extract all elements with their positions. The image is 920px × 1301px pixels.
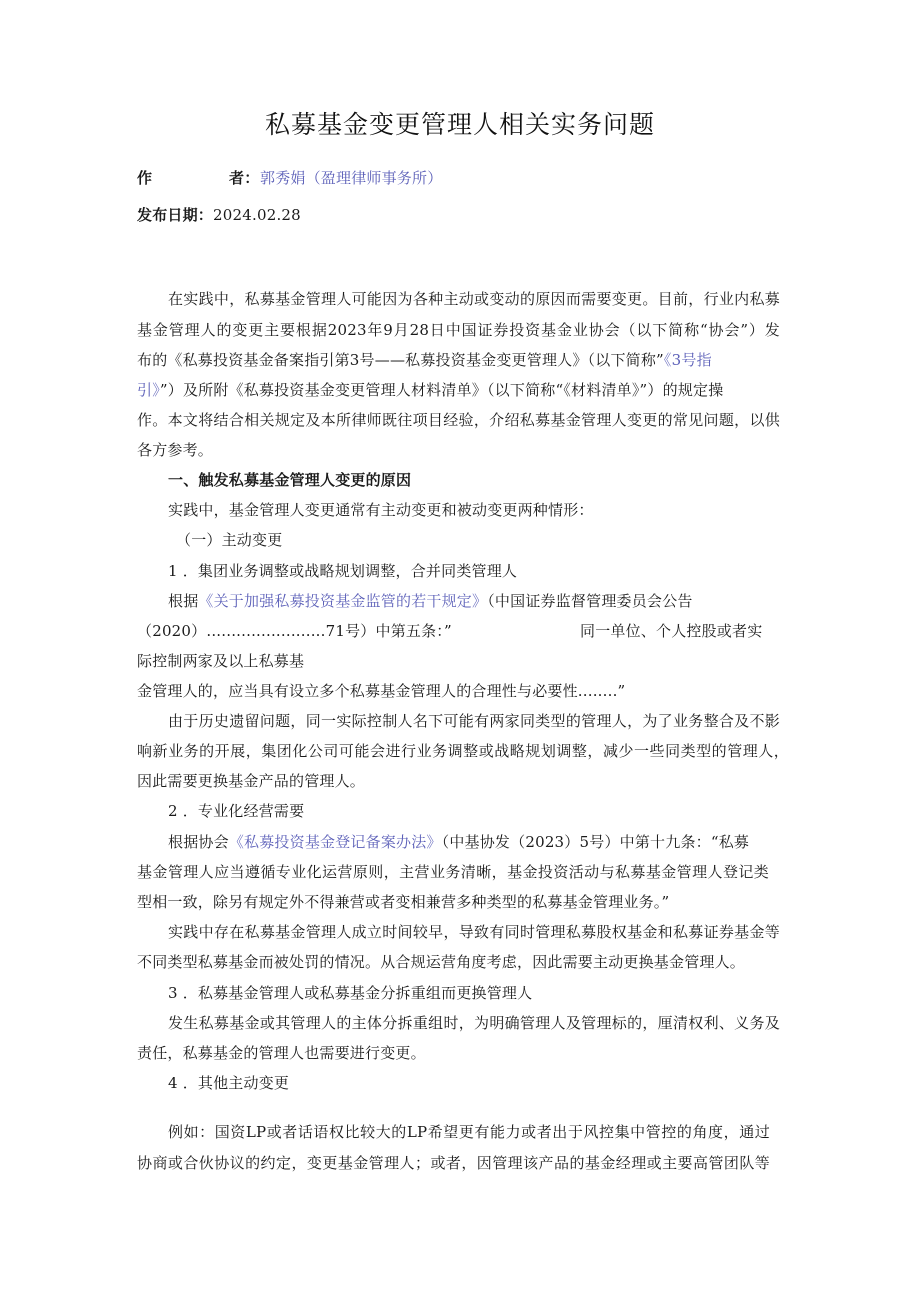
section-1-heading: 一、触发私募基金管理人变更的原因 (168, 471, 412, 489)
intro-line-3-text: 布的《私募投资基金备案指引第3号——私募投资基金变更管理人》（以下简称” (137, 351, 664, 369)
item-3-para-line-2: 责任，私募基金的管理人也需要进行变更。 (137, 1044, 426, 1062)
item-4-title: 4 ．其他主动变更 (168, 1074, 290, 1092)
page-title: 私募基金变更管理人相关实务问题 (264, 110, 655, 139)
item-1-para-line-3: 际控制两家及以上私募基 (137, 652, 305, 670)
item-1-para-line-1 (168, 591, 693, 611)
item-1-para-line-2-tail: 同一单位、个人控股或者实 (580, 622, 763, 640)
author-label-tail: 者： (229, 169, 260, 187)
date-value: 2024.02.28 (213, 206, 301, 224)
author-value[interactable]: 郭秀娟（盈理律师事务所） (260, 169, 443, 187)
item-2-explain-line-2: 不同类型私募基金而被处罚的情况。从合规运营角度考虑，因此需要主动更换基金管理人。 (137, 953, 746, 971)
publish-date (137, 205, 301, 225)
item-1-explain-line-3: 因此需要更换基金产品的管理人。 (137, 772, 366, 790)
subsection-active-change: （一）主动变更 (176, 531, 283, 549)
intro-line-4-text: ”）及所附《私募投资基金变更管理人材料清单》（以下简称“《材料清单》”）的规定操 (159, 381, 724, 399)
item-2-title: 2 ．专业化经营需要 (168, 802, 305, 820)
registration-measures-link[interactable]: 《私募投资基金登记备案办法》 (228, 833, 442, 851)
item-2-text-b: （中基协发（2023）5号）中第十九条：“私募 (441, 833, 750, 851)
intro-line-4 (137, 380, 723, 400)
item-2-para-line-3: 型相一致，除另有规定外不得兼营或者变相兼营多种类型的私募基金管理业务。” (137, 893, 670, 911)
guideline-3-link[interactable]: 《3号指 (663, 351, 712, 369)
item-1-text-a: 根据 (168, 592, 199, 610)
item-3-para-line-1: 发生私募基金或其管理人的主体分拆重组时，为明确管理人及管理标的，厘清权利、义务及 (168, 1014, 780, 1032)
intro-line-6: 各方参考。 (137, 441, 214, 459)
item-1-para-line-4: 金管理人的，应当具有设立多个私募基金管理人的合理性与必要性........” (137, 682, 626, 700)
intro-line-2: 基金管理人的变更主要根据2023年9月28日中国证券投资基金业协会（以下简称“协会”）发 (137, 321, 780, 339)
item-3-title: 3 ．私募基金管理人或私募基金分拆重组而更换管理人 (168, 984, 533, 1002)
section-1-intro: 实践中，基金管理人变更通常有主动变更和被动变更两种情形： (168, 501, 594, 519)
item-2-text-a: 根据协会 (168, 833, 229, 851)
item-4-para-line-2: 协商或合伙协议的约定，变更基金管理人；或者，因管理该产品的基金经理或主要高管团队等 (137, 1154, 770, 1172)
item-1-explain-line-1: 由于历史遗留问题，同一实际控制人名下可能有两家同类型的管理人，为了业务整合及不影 (168, 712, 780, 730)
item-2-para-line-1 (168, 832, 749, 852)
item-4-para-line-1: 例如：国资LP或者话语权比较大的LP希望更有能力或者出于风控集中管控的角度，通过 (168, 1123, 770, 1141)
item-2-para-line-2: 基金管理人应当遵循专业化运营原则，主营业务清晰，基金投资活动与私募基金管理人登记类 (137, 863, 769, 881)
item-1-title: 1 ．集团业务调整或战略规划调整，合并同类管理人 (168, 562, 518, 580)
item-1-text-b: （中国证券监督管理委员会公告 (487, 592, 693, 610)
regulation-link[interactable]: 《关于加强私募投资基金监管的若干规定》 (198, 592, 488, 610)
intro-line-1: 在实践中，私募基金管理人可能因为各种主动或变动的原因而需要变更。目前，行业内私募 (168, 290, 780, 308)
item-1-para-line-2: （2020）........................71号）中第五条：” (137, 622, 452, 640)
item-1-explain-line-2: 响新业务的开展，集团化公司可能会进行业务调整或战略规划调整，减少一些同类型的管理人， (137, 742, 789, 760)
item-2-explain-line-1: 实践中存在私募基金管理人成立时间较早，导致有同时管理私募股权基金和私募证券基金等 (168, 923, 780, 941)
author-label: 作 (137, 169, 153, 187)
date-label: 发布日期： (137, 206, 214, 224)
intro-line-5: 作。本文将结合相关规定及本所律师既往项目经验，介绍私募基金管理人变更的常见问题，以供 (137, 411, 780, 429)
guideline-3-link-cont[interactable]: 引》 (137, 381, 160, 399)
intro-line-3 (137, 350, 712, 370)
